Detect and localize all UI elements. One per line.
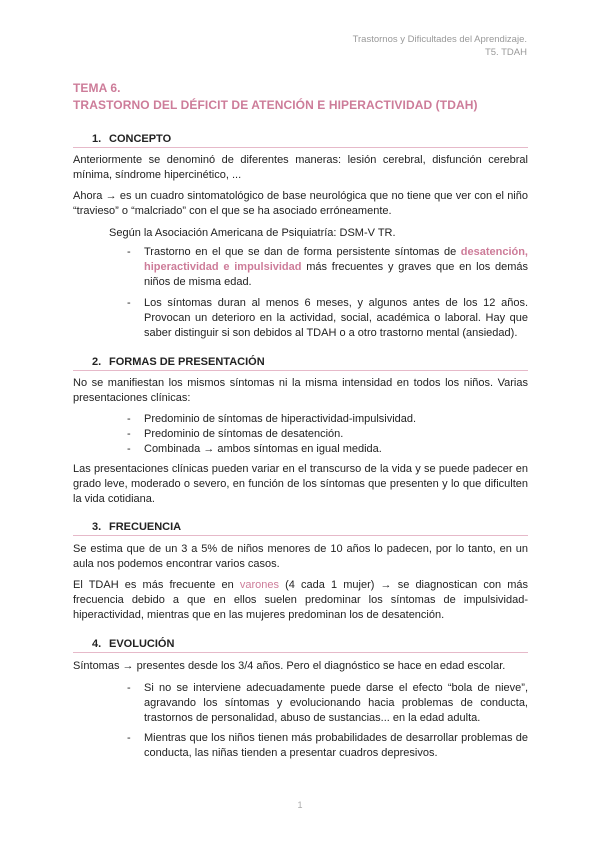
- paragraph: Las presentaciones clínicas pueden variar en el transcurso de la vida y se puede padecer en grado leve, moderado o severo, en función de los síntomas que presenten y lo que dificulten la vida cotidiana.: [73, 463, 528, 505]
- paragraph: Se estima que de un 3 a 5% de niños menores de 10 años lo padecen, por lo tanto, en un aula nos podemos encontrar varios casos.: [73, 543, 528, 570]
- paragraph: Síntomas → presentes desde los 3/4 años. Pero el diagnóstico se hace en edad escolar.: [73, 660, 506, 672]
- highlight-text: desatención, hiperactividad e impulsividad: [144, 246, 528, 273]
- header-topic: T5. TDAH: [484, 47, 527, 58]
- section-label: FORMAS DE PRESENTACIÓN: [109, 356, 265, 368]
- section-heading-concepto: [73, 132, 528, 148]
- list-item-text: Si no se interviene adecuadamente puede darse el efecto “bola de nieve”, agravando los síntomas y evolucionando hacia problemas de conducta, trastornos de personalidad, abuso de sustancias... en la edad adulta.: [144, 682, 528, 724]
- section-label: EVOLUCIÓN: [109, 638, 175, 650]
- section-heading-formas: [73, 355, 528, 371]
- bullet-dash: -: [127, 732, 131, 744]
- bullet-dash: -: [127, 443, 131, 455]
- header-course: Trastornos y Dificultades del Aprendizaje.: [352, 34, 527, 45]
- section-number: 1.: [92, 133, 102, 145]
- section-number: 4.: [92, 638, 102, 650]
- title-tema: TEMA 6.: [73, 81, 121, 95]
- section-heading-evolucion: [73, 637, 528, 653]
- bullet-dash: -: [127, 682, 131, 694]
- title-main: TRASTORNO DEL DÉFICIT DE ATENCIÓN E HIPERACTIVIDAD (TDAH): [73, 98, 478, 112]
- list-item-text: Mientras que los niños tienen más probabilidades de desarrollar problemas de conducta, las niñas tienden a presentar cuadros depresivos.: [144, 732, 528, 759]
- section-heading-frecuencia: [73, 520, 528, 536]
- bullet-dash: -: [127, 297, 131, 309]
- paragraph: Ahora → es un cuadro sintomatológico de base neurológica que no tiene que ver con el niño “travieso” o “malcriado” con el que se ha asociado erróneamente.: [73, 190, 528, 217]
- section-label: CONCEPTO: [109, 133, 172, 145]
- section-number: 2.: [92, 356, 102, 368]
- list-item-text: Predominio de síntomas de hiperactividad-impulsividad.: [144, 413, 417, 425]
- running-header: [353, 33, 527, 59]
- paragraph: El TDAH es más frecuente en varones (4 cada 1 mujer) → se diagnostican con más frecuencia debido a que en ellos suelen predominar los síntomas de impulsividad-hiperactividad, mientras que en las mujeres predominan los de desatención.: [73, 579, 528, 621]
- list-item-text: Predominio de síntomas de desatención.: [144, 428, 344, 440]
- paragraph: Anteriormente se denominó de diferentes maneras: lesión cerebral, disfunción cerebral mínima, síndrome hipercinético, ...: [73, 154, 528, 181]
- bullet-dash: -: [127, 413, 131, 425]
- page-number: 1: [297, 800, 303, 810]
- section-label: FRECUENCIA: [109, 521, 182, 533]
- section-number: 3.: [92, 521, 102, 533]
- page-title: [73, 80, 478, 114]
- paragraph: Según la Asociación Americana de Psiquiatría: DSM-V TR.: [109, 227, 396, 239]
- list-item-text: Combinada → ambos síntomas en igual medida.: [144, 443, 382, 455]
- bullet-dash: -: [127, 246, 131, 258]
- bullet-dash: -: [127, 428, 131, 440]
- highlight-text: varones: [239, 579, 279, 591]
- list-item-text: Los síntomas duran al menos 6 meses, y algunos antes de los 12 años. Provocan un deterioro en la actividad, social, académica o laboral. Hay que saber distinguir si son debidos al TDAH o a otro trastorno mental (ansiedad).: [144, 297, 528, 339]
- list-item-text: Trastorno en el que se dan de forma persistente síntomas de desatención, hiperactividad e impulsividad más frecuentes y graves que en los demás niños de misma edad.: [144, 246, 528, 288]
- paragraph: No se manifiestan los mismos síntomas ni la misma intensidad en todos los niños. Varias presentaciones clínicas:: [73, 377, 528, 404]
